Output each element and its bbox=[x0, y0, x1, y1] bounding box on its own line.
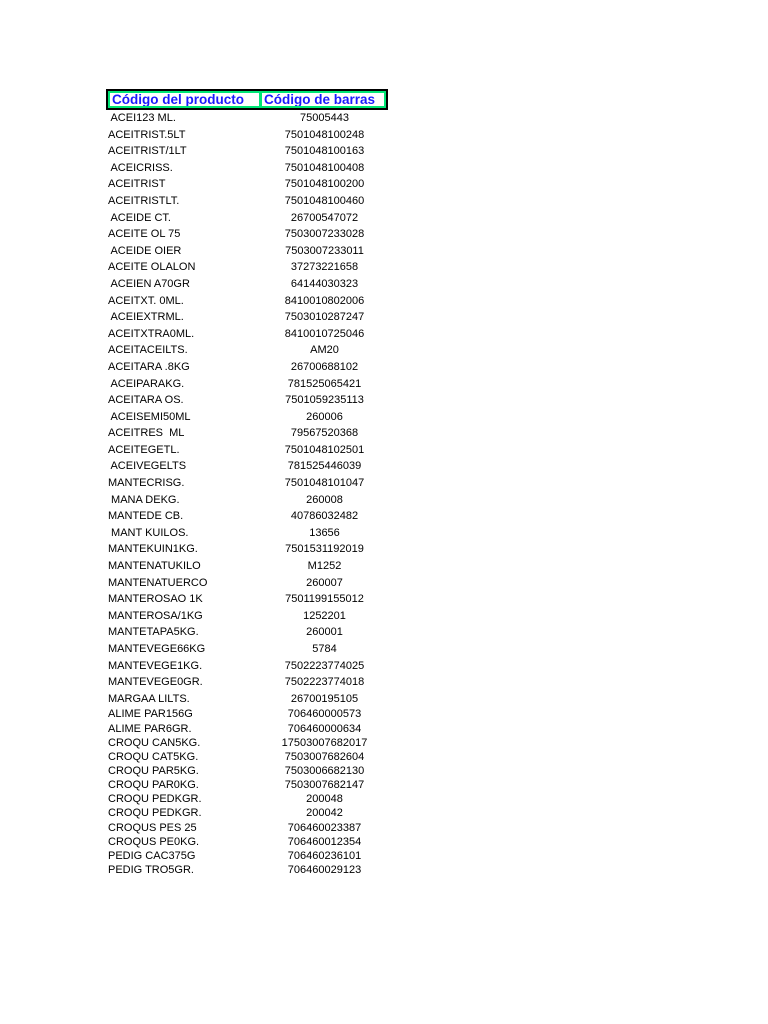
product-code-cell: ACEITARA OS. bbox=[108, 394, 184, 407]
table-row bbox=[106, 778, 388, 792]
product-code-cell: ACEITARA .8KG bbox=[108, 360, 190, 373]
product-code-cell: ACEIEN A70GR bbox=[108, 277, 190, 290]
product-code-cell: ACEITRES ML bbox=[108, 427, 185, 440]
table-row bbox=[106, 243, 388, 260]
table-row bbox=[106, 849, 388, 863]
barcode-cell: 200042 bbox=[306, 807, 343, 820]
barcode-cell: 7503007233028 bbox=[284, 228, 365, 241]
barcode-cell: 7502223774025 bbox=[284, 659, 365, 672]
product-code-cell: MANTEVEGE1KG. bbox=[108, 659, 203, 672]
barcode-cell: 706460029123 bbox=[287, 863, 362, 876]
product-code-cell: PEDIG CAC375G bbox=[108, 849, 196, 862]
barcode-cell: 7502223774018 bbox=[284, 676, 365, 689]
product-code-cell: ACEITRIST/1LT bbox=[108, 145, 187, 158]
table-row bbox=[106, 674, 388, 691]
product-code-cell: ACEITXTRA0ML. bbox=[108, 327, 195, 340]
table-row bbox=[106, 750, 388, 764]
barcode-cell: 17503007682017 bbox=[281, 736, 368, 749]
barcode-cell: 260001 bbox=[306, 626, 343, 639]
barcode-cell: 706460012354 bbox=[287, 835, 362, 848]
product-code-cell: CROQU PEDKGR. bbox=[108, 793, 202, 806]
barcode-cell: 706460000573 bbox=[287, 708, 362, 721]
table-row bbox=[106, 409, 388, 426]
barcode-cell: 26700688102 bbox=[290, 360, 359, 373]
product-code-cell: ACEIEXTRML. bbox=[108, 311, 184, 324]
table-row bbox=[106, 707, 388, 721]
product-code-cell: MANTENATUERCO bbox=[108, 576, 208, 589]
barcode-cell: 8410010725046 bbox=[284, 327, 365, 340]
product-code-cell: CROQU CAT5KG. bbox=[108, 750, 199, 763]
product-code-cell: MANTEVEGE0GR. bbox=[108, 676, 203, 689]
table-row bbox=[106, 722, 388, 736]
product-code-cell: ALIME PAR6GR. bbox=[108, 722, 192, 735]
table-row bbox=[106, 342, 388, 359]
table-row bbox=[106, 764, 388, 778]
table-row bbox=[106, 835, 388, 849]
barcode-cell: 260008 bbox=[306, 493, 343, 506]
table-row bbox=[106, 160, 388, 177]
table-row bbox=[106, 806, 388, 820]
product-code-cell: MANTEDE CB. bbox=[108, 510, 184, 523]
barcode-cell: 781525446039 bbox=[287, 460, 362, 473]
barcode-cell: 260007 bbox=[306, 576, 343, 589]
product-code-cell: ACEITRISTLT. bbox=[108, 194, 180, 207]
barcode-cell: 200048 bbox=[306, 793, 343, 806]
barcode-cell: 706460023387 bbox=[287, 821, 362, 834]
product-code-cell: MANTECRISG. bbox=[108, 477, 185, 490]
table-row bbox=[106, 658, 388, 675]
product-code-cell: CROQU PEDKGR. bbox=[108, 807, 202, 820]
table-row bbox=[106, 641, 388, 658]
product-code-cell: ACEICRISS. bbox=[108, 161, 173, 174]
table-row bbox=[106, 442, 388, 459]
table-row bbox=[106, 127, 388, 144]
barcode-cell: 706460236101 bbox=[287, 849, 362, 862]
product-code-cell: MANTEVEGE66KG bbox=[108, 643, 206, 655]
barcode-cell: 7501199155012 bbox=[285, 593, 364, 606]
table-row bbox=[106, 276, 388, 293]
barcode-cell: 7501531192019 bbox=[285, 543, 364, 556]
barcode-cell: 37273221658 bbox=[290, 261, 359, 274]
product-code-cell: MANTENATUKILO bbox=[108, 560, 201, 573]
product-code-cell: CROQUS PES 25 bbox=[108, 821, 197, 834]
table-row bbox=[106, 326, 388, 343]
product-code-cell: MANTEKUIN1KG. bbox=[108, 543, 198, 556]
header-product-code: Código del producto bbox=[110, 93, 259, 106]
barcode-cell: 7503007233011 bbox=[285, 244, 364, 257]
barcode-cell: 7501048100200 bbox=[284, 178, 365, 191]
barcode-cell: 7501059235113 bbox=[285, 394, 364, 407]
barcode-cell: 64144030323 bbox=[290, 277, 359, 290]
barcode-cell: 40786032482 bbox=[290, 510, 359, 523]
product-code-cell: CROQU PAR5KG. bbox=[108, 764, 199, 777]
product-code-cell: ACEIVEGELTS bbox=[108, 460, 187, 473]
table-row bbox=[106, 226, 388, 243]
table-row bbox=[106, 425, 388, 442]
table-row bbox=[106, 110, 388, 127]
header-barcode: Código de barras bbox=[262, 93, 384, 106]
product-code-cell: MARGAA LILTS. bbox=[108, 692, 190, 705]
table-row bbox=[106, 458, 388, 475]
product-code-cell: ACEITEGETL. bbox=[108, 443, 180, 456]
barcode-cell: 7501048100163 bbox=[284, 145, 365, 158]
table-row bbox=[106, 691, 388, 708]
barcode-cell: 7501048100408 bbox=[284, 161, 365, 174]
table-row bbox=[106, 508, 388, 525]
barcode-cell: 706460000634 bbox=[287, 722, 362, 735]
table-row bbox=[106, 143, 388, 160]
barcode-cell: 781525065421 bbox=[287, 377, 362, 390]
barcode-cell: 79567520368 bbox=[290, 427, 359, 440]
table-row bbox=[106, 863, 388, 877]
barcode-cell: 13656 bbox=[309, 526, 340, 539]
product-barcode-table bbox=[106, 89, 388, 877]
table-header-row bbox=[106, 89, 388, 110]
product-code-cell: CROQUS PE0KG. bbox=[108, 835, 200, 848]
table-row bbox=[106, 210, 388, 227]
barcode-cell: M1252 bbox=[307, 560, 342, 573]
product-code-cell: ACEITACEILTS. bbox=[108, 344, 188, 357]
table-row bbox=[106, 492, 388, 509]
product-code-cell: ACEIDE OIER bbox=[108, 244, 182, 257]
barcode-cell: 7503006682130 bbox=[284, 764, 365, 777]
product-code-cell: ACEITRIST bbox=[108, 178, 166, 191]
table-row bbox=[106, 792, 388, 806]
product-code-cell: MANT KUILOS. bbox=[108, 526, 189, 539]
barcode-cell: 7501048101047 bbox=[284, 477, 365, 490]
product-code-cell: MANA DEKG. bbox=[108, 493, 180, 506]
barcode-cell: 5784 bbox=[312, 643, 337, 655]
product-code-cell: MANTEROSA/1KG bbox=[108, 609, 203, 622]
table-row bbox=[106, 176, 388, 193]
table-row bbox=[106, 821, 388, 835]
barcode-cell: 1252201 bbox=[303, 609, 346, 622]
table-body bbox=[106, 110, 388, 877]
table-row bbox=[106, 359, 388, 376]
table-row bbox=[106, 575, 388, 592]
product-code-cell: ACEISEMI50ML bbox=[108, 410, 191, 423]
table-row bbox=[106, 475, 388, 492]
product-code-cell: MANTEROSAO 1K bbox=[108, 593, 203, 606]
product-code-cell: ACEITRIST.5LT bbox=[108, 128, 186, 141]
barcode-cell: 7501048100460 bbox=[284, 194, 365, 207]
table-row bbox=[106, 259, 388, 276]
barcode-cell: 7501048102501 bbox=[284, 443, 365, 456]
table-row bbox=[106, 293, 388, 310]
barcode-cell: 8410010802006 bbox=[284, 294, 365, 307]
product-code-cell: ACEITXT. 0ML. bbox=[108, 294, 184, 307]
product-code-cell: ACEIDE CT. bbox=[108, 211, 171, 224]
product-code-cell: ACEITE OLALON bbox=[108, 261, 196, 274]
barcode-cell: 7503010287247 bbox=[284, 311, 365, 324]
table-row bbox=[106, 525, 388, 542]
table-row bbox=[106, 558, 388, 575]
table-row bbox=[106, 736, 388, 750]
product-code-cell: CROQU PAR0KG. bbox=[108, 779, 199, 792]
table-row bbox=[106, 193, 388, 210]
product-code-cell: PEDIG TRO5GR. bbox=[108, 863, 194, 876]
product-code-cell: ACEITE OL 75 bbox=[108, 228, 181, 241]
table-row bbox=[106, 541, 388, 558]
table-row bbox=[106, 376, 388, 393]
product-code-cell: CROQU CAN5KG. bbox=[108, 736, 201, 749]
barcode-cell: 260006 bbox=[306, 410, 343, 423]
barcode-cell: 26700547072 bbox=[290, 211, 359, 224]
barcode-cell: 75005443 bbox=[300, 112, 349, 124]
barcode-cell: AM20 bbox=[310, 344, 339, 357]
table-row bbox=[106, 392, 388, 409]
barcode-cell: 7503007682147 bbox=[284, 779, 365, 792]
barcode-cell: 26700195105 bbox=[290, 692, 359, 705]
table-row bbox=[106, 591, 388, 608]
product-code-cell: MANTETAPA5KG. bbox=[108, 626, 199, 639]
product-code-cell: ALIME PAR156G bbox=[108, 708, 193, 721]
barcode-cell: 7503007682604 bbox=[284, 750, 365, 763]
table-row bbox=[106, 608, 388, 625]
product-code-cell: ACEI123 ML. bbox=[108, 112, 176, 124]
barcode-cell: 7501048100248 bbox=[284, 128, 365, 141]
table-row bbox=[106, 624, 388, 641]
product-code-cell: ACEIPARAKG. bbox=[108, 377, 185, 390]
table-row bbox=[106, 309, 388, 326]
